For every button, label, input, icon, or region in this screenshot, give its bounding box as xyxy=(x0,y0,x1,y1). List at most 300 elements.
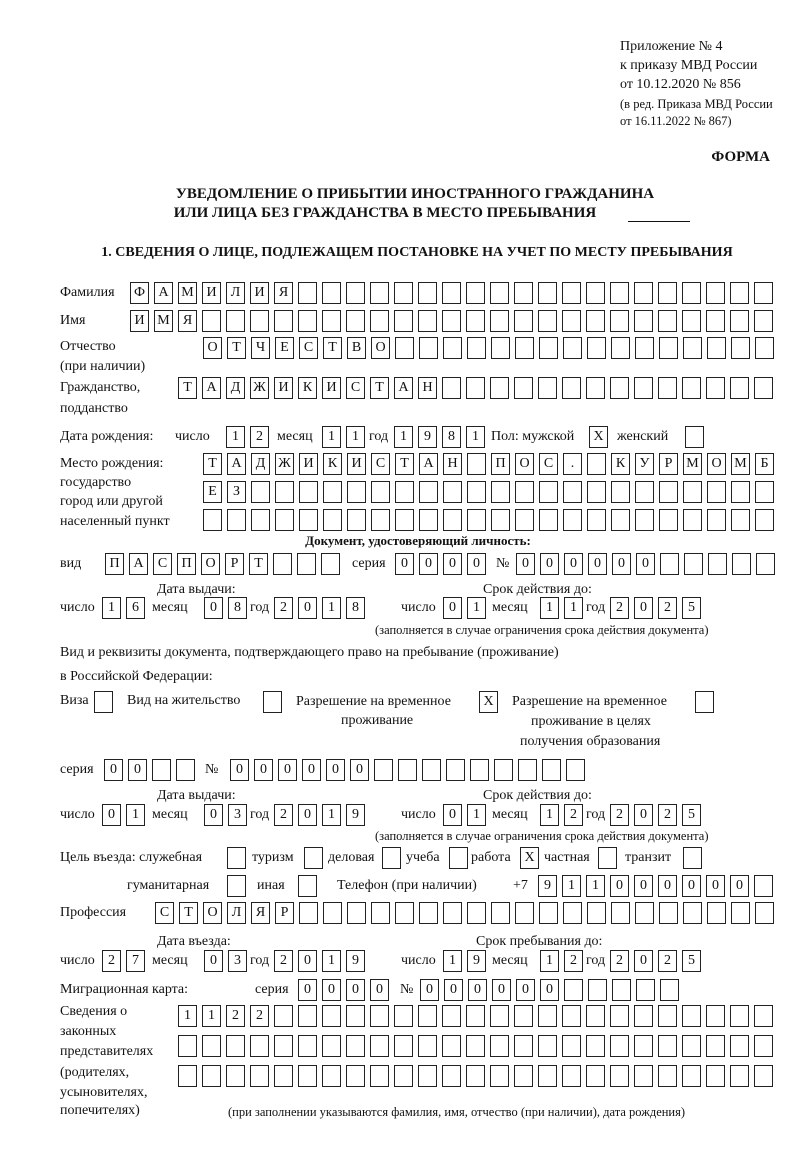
mc-number-char-box[interactable] xyxy=(564,979,583,1001)
profession-char-box[interactable] xyxy=(587,902,606,924)
id-number-char-box[interactable] xyxy=(660,553,679,575)
entry-month-char-box[interactable]: 3 xyxy=(228,950,247,972)
reps-3-char-box[interactable] xyxy=(466,1065,485,1087)
id-issue-year-char-box[interactable]: 1 xyxy=(322,597,341,619)
id-valid-year-char-box[interactable]: 5 xyxy=(682,597,701,619)
entry-year-char-box[interactable]: 1 xyxy=(322,950,341,972)
entry-day-char-box[interactable]: 7 xyxy=(126,950,145,972)
surname-char-box[interactable] xyxy=(370,282,389,304)
birth-place-1-char-box[interactable] xyxy=(587,453,606,475)
birth-place-3-char-box[interactable] xyxy=(731,509,750,531)
citizenship-char-box[interactable]: С xyxy=(346,377,365,399)
reps-1-char-box[interactable] xyxy=(274,1005,293,1027)
reps-1-char-box[interactable] xyxy=(418,1005,437,1027)
name-char-box[interactable] xyxy=(586,310,605,332)
until-day-char-box[interactable]: 1 xyxy=(443,950,462,972)
reps-1-char-box[interactable] xyxy=(370,1005,389,1027)
patronymic-char-box[interactable]: С xyxy=(299,337,318,359)
birth-place-2-char-box[interactable] xyxy=(467,481,486,503)
id-kind-char-box[interactable] xyxy=(321,553,340,575)
reps-2-char-box[interactable] xyxy=(394,1035,413,1057)
reps-3-char-box[interactable] xyxy=(658,1065,677,1087)
stay-issue-day-char-box[interactable]: 0 xyxy=(102,804,121,826)
profession-char-box[interactable]: Т xyxy=(179,902,198,924)
stay-number-char-box[interactable]: 0 xyxy=(350,759,369,781)
profession-char-box[interactable] xyxy=(707,902,726,924)
stay-issue-year-char-box[interactable]: 0 xyxy=(298,804,317,826)
reps-1-char-box[interactable] xyxy=(298,1005,317,1027)
id-issue-year-char-box[interactable]: 0 xyxy=(298,597,317,619)
surname-char-box[interactable]: Л xyxy=(226,282,245,304)
id-kind-char-box[interactable]: О xyxy=(201,553,220,575)
reps-3-char-box[interactable] xyxy=(682,1065,701,1087)
mc-number-char-box[interactable] xyxy=(660,979,679,1001)
citizenship-char-box[interactable]: А xyxy=(394,377,413,399)
mc-number-char-box[interactable]: 0 xyxy=(420,979,439,1001)
reps-3-char-box[interactable] xyxy=(298,1065,317,1087)
reps-3-char-box[interactable] xyxy=(610,1065,629,1087)
birth-place-3-char-box[interactable] xyxy=(683,509,702,531)
name-char-box[interactable] xyxy=(682,310,701,332)
birth-place-2-char-box[interactable] xyxy=(683,481,702,503)
profession-char-box[interactable]: С xyxy=(155,902,174,924)
patronymic-char-box[interactable] xyxy=(395,337,414,359)
id-kind-char-box[interactable]: Т xyxy=(249,553,268,575)
surname-char-box[interactable]: М xyxy=(178,282,197,304)
reps-2-char-box[interactable] xyxy=(298,1035,317,1057)
birth-place-3-char-box[interactable] xyxy=(659,509,678,531)
birth-place-1-char-box[interactable]: П xyxy=(491,453,510,475)
name-char-box[interactable] xyxy=(202,310,221,332)
birth-place-3-char-box[interactable] xyxy=(203,509,222,531)
reps-1-char-box[interactable] xyxy=(658,1005,677,1027)
stay-number-char-box[interactable]: 0 xyxy=(326,759,345,781)
reps-1-char-box[interactable] xyxy=(706,1005,725,1027)
id-series-char-box[interactable]: 0 xyxy=(395,553,414,575)
citizenship-char-box[interactable]: Д xyxy=(226,377,245,399)
surname-char-box[interactable] xyxy=(634,282,653,304)
birth-place-2-char-box[interactable] xyxy=(299,481,318,503)
birth-place-2-char-box[interactable] xyxy=(371,481,390,503)
surname-char-box[interactable] xyxy=(754,282,773,304)
stay-number-char-box[interactable] xyxy=(494,759,513,781)
patronymic-char-box[interactable] xyxy=(515,337,534,359)
birth-place-3-char-box[interactable] xyxy=(323,509,342,531)
citizenship-char-box[interactable] xyxy=(754,377,773,399)
stay-issue-year-char-box[interactable]: 1 xyxy=(322,804,341,826)
surname-char-box[interactable]: А xyxy=(154,282,173,304)
birth-place-1-char-box[interactable]: А xyxy=(419,453,438,475)
surname-char-box[interactable] xyxy=(514,282,533,304)
birth-place-2-char-box[interactable] xyxy=(347,481,366,503)
birth-place-1-char-box[interactable]: Р xyxy=(659,453,678,475)
until-day-char-box[interactable]: 9 xyxy=(467,950,486,972)
id-kind-char-box[interactable]: С xyxy=(153,553,172,575)
profession-char-box[interactable] xyxy=(731,902,750,924)
id-valid-year-char-box[interactable]: 0 xyxy=(634,597,653,619)
reps-3-char-box[interactable] xyxy=(634,1065,653,1087)
patronymic-char-box[interactable]: О xyxy=(371,337,390,359)
patronymic-char-box[interactable] xyxy=(491,337,510,359)
entry-year-char-box[interactable]: 9 xyxy=(346,950,365,972)
id-number-char-box[interactable] xyxy=(732,553,751,575)
reps-3-char-box[interactable] xyxy=(274,1065,293,1087)
surname-char-box[interactable] xyxy=(418,282,437,304)
birth-place-2-char-box[interactable] xyxy=(587,481,606,503)
birth-place-3-char-box[interactable] xyxy=(707,509,726,531)
reps-1-char-box[interactable] xyxy=(586,1005,605,1027)
stay-number-char-box[interactable] xyxy=(422,759,441,781)
phone-char-box[interactable]: 0 xyxy=(610,875,629,897)
profession-char-box[interactable] xyxy=(419,902,438,924)
reps-3-char-box[interactable] xyxy=(490,1065,509,1087)
stay-valid-day-char-box[interactable]: 0 xyxy=(443,804,462,826)
id-number-char-box[interactable] xyxy=(756,553,775,575)
profession-char-box[interactable] xyxy=(755,902,774,924)
surname-char-box[interactable] xyxy=(490,282,509,304)
id-valid-year-char-box[interactable]: 2 xyxy=(610,597,629,619)
birth-place-2-char-box[interactable]: Е xyxy=(203,481,222,503)
birth-place-2-char-box[interactable] xyxy=(563,481,582,503)
reps-1-char-box[interactable] xyxy=(682,1005,701,1027)
reps-1-char-box[interactable]: 2 xyxy=(250,1005,269,1027)
name-char-box[interactable] xyxy=(634,310,653,332)
profession-char-box[interactable]: Р xyxy=(275,902,294,924)
phone-char-box[interactable]: 0 xyxy=(634,875,653,897)
checkbox-private[interactable] xyxy=(598,847,617,869)
patronymic-char-box[interactable] xyxy=(539,337,558,359)
birth-place-1-char-box[interactable]: М xyxy=(683,453,702,475)
phone-char-box[interactable]: 0 xyxy=(658,875,677,897)
citizenship-char-box[interactable]: И xyxy=(322,377,341,399)
name-char-box[interactable] xyxy=(346,310,365,332)
patronymic-char-box[interactable] xyxy=(683,337,702,359)
until-year-char-box[interactable]: 5 xyxy=(682,950,701,972)
birth-month-char-box[interactable]: 1 xyxy=(322,426,341,448)
birth-year-char-box[interactable]: 8 xyxy=(442,426,461,448)
name-char-box[interactable] xyxy=(394,310,413,332)
until-year-char-box[interactable]: 2 xyxy=(658,950,677,972)
profession-char-box[interactable] xyxy=(659,902,678,924)
profession-char-box[interactable] xyxy=(611,902,630,924)
birth-place-3-char-box[interactable] xyxy=(395,509,414,531)
surname-char-box[interactable]: Ф xyxy=(130,282,149,304)
birth-place-1-char-box[interactable]: Н xyxy=(443,453,462,475)
stay-number-char-box[interactable]: 0 xyxy=(278,759,297,781)
reps-2-char-box[interactable] xyxy=(466,1035,485,1057)
id-series-char-box[interactable]: 0 xyxy=(467,553,486,575)
id-number-char-box[interactable] xyxy=(684,553,703,575)
reps-1-char-box[interactable]: 2 xyxy=(226,1005,245,1027)
reps-3-char-box[interactable] xyxy=(562,1065,581,1087)
reps-2-char-box[interactable] xyxy=(202,1035,221,1057)
mc-number-char-box[interactable]: 0 xyxy=(516,979,535,1001)
birth-place-3-char-box[interactable] xyxy=(587,509,606,531)
birth-place-3-char-box[interactable] xyxy=(563,509,582,531)
checkbox-humanitarian[interactable] xyxy=(227,875,246,897)
birth-place-1-char-box[interactable]: И xyxy=(347,453,366,475)
birth-place-1-char-box[interactable]: У xyxy=(635,453,654,475)
reps-2-char-box[interactable] xyxy=(442,1035,461,1057)
birth-place-2-char-box[interactable] xyxy=(611,481,630,503)
name-char-box[interactable] xyxy=(514,310,533,332)
reps-2-char-box[interactable] xyxy=(418,1035,437,1057)
birth-place-2-char-box[interactable] xyxy=(419,481,438,503)
name-char-box[interactable] xyxy=(298,310,317,332)
birth-place-3-char-box[interactable] xyxy=(227,509,246,531)
birth-place-3-char-box[interactable] xyxy=(419,509,438,531)
id-kind-char-box[interactable] xyxy=(273,553,292,575)
id-valid-month-char-box[interactable]: 1 xyxy=(564,597,583,619)
phone-char-box[interactable]: 9 xyxy=(538,875,557,897)
stay-valid-year-char-box[interactable]: 2 xyxy=(658,804,677,826)
checkbox-tourism[interactable] xyxy=(304,847,323,869)
id-number-char-box[interactable] xyxy=(708,553,727,575)
surname-char-box[interactable] xyxy=(322,282,341,304)
mc-number-char-box[interactable] xyxy=(612,979,631,1001)
patronymic-char-box[interactable]: Т xyxy=(227,337,246,359)
patronymic-char-box[interactable] xyxy=(659,337,678,359)
reps-3-char-box[interactable] xyxy=(322,1065,341,1087)
reps-1-char-box[interactable] xyxy=(346,1005,365,1027)
reps-1-char-box[interactable] xyxy=(730,1005,749,1027)
patronymic-char-box[interactable] xyxy=(611,337,630,359)
id-valid-month-char-box[interactable]: 1 xyxy=(540,597,559,619)
surname-char-box[interactable] xyxy=(394,282,413,304)
birth-place-2-char-box[interactable] xyxy=(323,481,342,503)
birth-place-3-char-box[interactable] xyxy=(275,509,294,531)
reps-3-char-box[interactable] xyxy=(418,1065,437,1087)
mc-series-char-box[interactable]: 0 xyxy=(322,979,341,1001)
birth-place-2-char-box[interactable] xyxy=(707,481,726,503)
patronymic-char-box[interactable] xyxy=(707,337,726,359)
citizenship-char-box[interactable] xyxy=(490,377,509,399)
stay-number-char-box[interactable]: 0 xyxy=(254,759,273,781)
name-char-box[interactable] xyxy=(538,310,557,332)
reps-3-char-box[interactable] xyxy=(346,1065,365,1087)
surname-char-box[interactable] xyxy=(586,282,605,304)
citizenship-char-box[interactable]: Т xyxy=(370,377,389,399)
profession-char-box[interactable] xyxy=(635,902,654,924)
citizenship-char-box[interactable]: К xyxy=(298,377,317,399)
profession-char-box[interactable] xyxy=(467,902,486,924)
entry-day-char-box[interactable]: 2 xyxy=(102,950,121,972)
checkbox-business[interactable] xyxy=(382,847,401,869)
stay-number-char-box[interactable] xyxy=(566,759,585,781)
surname-char-box[interactable]: Я xyxy=(274,282,293,304)
birth-place-1-char-box[interactable]: Т xyxy=(203,453,222,475)
name-char-box[interactable] xyxy=(754,310,773,332)
name-char-box[interactable] xyxy=(250,310,269,332)
birth-place-2-char-box[interactable] xyxy=(539,481,558,503)
phone-char-box[interactable]: 0 xyxy=(682,875,701,897)
stay-number-char-box[interactable] xyxy=(446,759,465,781)
checkbox-residence[interactable] xyxy=(263,691,282,713)
id-issue-year-char-box[interactable]: 2 xyxy=(274,597,293,619)
surname-char-box[interactable] xyxy=(538,282,557,304)
phone-char-box[interactable]: 0 xyxy=(730,875,749,897)
id-kind-char-box[interactable]: П xyxy=(177,553,196,575)
checkbox-visa[interactable] xyxy=(94,691,113,713)
reps-1-char-box[interactable] xyxy=(538,1005,557,1027)
birth-month-char-box[interactable]: 1 xyxy=(346,426,365,448)
birth-place-2-char-box[interactable] xyxy=(443,481,462,503)
reps-3-char-box[interactable] xyxy=(538,1065,557,1087)
birth-place-3-char-box[interactable] xyxy=(539,509,558,531)
name-char-box[interactable]: М xyxy=(154,310,173,332)
reps-2-char-box[interactable] xyxy=(226,1035,245,1057)
mc-number-char-box[interactable]: 0 xyxy=(540,979,559,1001)
id-kind-char-box[interactable] xyxy=(297,553,316,575)
name-char-box[interactable] xyxy=(490,310,509,332)
birth-day-char-box[interactable]: 1 xyxy=(226,426,245,448)
reps-2-char-box[interactable] xyxy=(514,1035,533,1057)
surname-char-box[interactable] xyxy=(346,282,365,304)
reps-1-char-box[interactable]: 1 xyxy=(178,1005,197,1027)
name-char-box[interactable] xyxy=(466,310,485,332)
until-year-char-box[interactable]: 0 xyxy=(634,950,653,972)
name-char-box[interactable] xyxy=(274,310,293,332)
citizenship-char-box[interactable]: Т xyxy=(178,377,197,399)
checkbox-transit[interactable] xyxy=(683,847,702,869)
id-valid-year-char-box[interactable]: 2 xyxy=(658,597,677,619)
id-issue-month-char-box[interactable]: 0 xyxy=(204,597,223,619)
patronymic-char-box[interactable] xyxy=(443,337,462,359)
reps-2-char-box[interactable] xyxy=(658,1035,677,1057)
stay-number-char-box[interactable] xyxy=(542,759,561,781)
checkbox-study[interactable] xyxy=(449,847,468,869)
until-year-char-box[interactable]: 2 xyxy=(610,950,629,972)
reps-3-char-box[interactable] xyxy=(706,1065,725,1087)
profession-char-box[interactable] xyxy=(563,902,582,924)
birth-place-2-char-box[interactable] xyxy=(659,481,678,503)
stay-number-char-box[interactable] xyxy=(470,759,489,781)
birth-place-1-char-box[interactable]: К xyxy=(323,453,342,475)
name-char-box[interactable] xyxy=(730,310,749,332)
profession-char-box[interactable] xyxy=(491,902,510,924)
stay-valid-day-char-box[interactable]: 1 xyxy=(467,804,486,826)
patronymic-char-box[interactable] xyxy=(587,337,606,359)
surname-char-box[interactable]: И xyxy=(202,282,221,304)
id-number-char-box[interactable]: 0 xyxy=(516,553,535,575)
patronymic-char-box[interactable] xyxy=(731,337,750,359)
reps-2-char-box[interactable] xyxy=(274,1035,293,1057)
reps-1-char-box[interactable] xyxy=(490,1005,509,1027)
patronymic-char-box[interactable] xyxy=(755,337,774,359)
stay-issue-year-char-box[interactable]: 2 xyxy=(274,804,293,826)
checkbox-male[interactable]: X xyxy=(589,426,608,448)
reps-1-char-box[interactable] xyxy=(634,1005,653,1027)
birth-place-2-char-box[interactable] xyxy=(731,481,750,503)
phone-char-box[interactable] xyxy=(754,875,773,897)
id-series-char-box[interactable]: 0 xyxy=(443,553,462,575)
stay-valid-year-char-box[interactable]: 2 xyxy=(610,804,629,826)
birth-place-1-char-box[interactable]: Д xyxy=(251,453,270,475)
reps-1-char-box[interactable] xyxy=(610,1005,629,1027)
birth-place-1-char-box[interactable]: Т xyxy=(395,453,414,475)
surname-char-box[interactable] xyxy=(298,282,317,304)
patronymic-char-box[interactable] xyxy=(563,337,582,359)
patronymic-char-box[interactable]: О xyxy=(203,337,222,359)
birth-place-3-char-box[interactable] xyxy=(515,509,534,531)
id-valid-day-char-box[interactable]: 1 xyxy=(467,597,486,619)
stay-issue-month-char-box[interactable]: 3 xyxy=(228,804,247,826)
patronymic-char-box[interactable]: В xyxy=(347,337,366,359)
profession-char-box[interactable] xyxy=(395,902,414,924)
mc-number-char-box[interactable] xyxy=(588,979,607,1001)
birth-day-char-box[interactable]: 2 xyxy=(250,426,269,448)
profession-char-box[interactable] xyxy=(539,902,558,924)
birth-place-1-char-box[interactable]: Ж xyxy=(275,453,294,475)
reps-1-char-box[interactable] xyxy=(466,1005,485,1027)
reps-2-char-box[interactable] xyxy=(370,1035,389,1057)
profession-char-box[interactable] xyxy=(347,902,366,924)
reps-3-char-box[interactable] xyxy=(178,1065,197,1087)
reps-2-char-box[interactable] xyxy=(346,1035,365,1057)
stay-number-char-box[interactable]: 0 xyxy=(230,759,249,781)
reps-1-char-box[interactable] xyxy=(562,1005,581,1027)
birth-place-1-char-box[interactable]: О xyxy=(707,453,726,475)
mc-series-char-box[interactable]: 0 xyxy=(370,979,389,1001)
citizenship-char-box[interactable]: А xyxy=(202,377,221,399)
reps-2-char-box[interactable] xyxy=(178,1035,197,1057)
birth-place-2-char-box[interactable] xyxy=(755,481,774,503)
citizenship-char-box[interactable] xyxy=(586,377,605,399)
reps-2-char-box[interactable] xyxy=(586,1035,605,1057)
mc-series-char-box[interactable]: 0 xyxy=(346,979,365,1001)
citizenship-char-box[interactable]: И xyxy=(274,377,293,399)
name-char-box[interactable]: И xyxy=(130,310,149,332)
citizenship-char-box[interactable] xyxy=(682,377,701,399)
stay-series-char-box[interactable] xyxy=(152,759,171,781)
birth-place-1-char-box[interactable] xyxy=(467,453,486,475)
stay-series-char-box[interactable]: 0 xyxy=(128,759,147,781)
phone-char-box[interactable]: 1 xyxy=(586,875,605,897)
citizenship-char-box[interactable]: Ж xyxy=(250,377,269,399)
birth-place-1-char-box[interactable]: К xyxy=(611,453,630,475)
stay-valid-year-char-box[interactable]: 5 xyxy=(682,804,701,826)
entry-year-char-box[interactable]: 0 xyxy=(298,950,317,972)
surname-char-box[interactable] xyxy=(658,282,677,304)
birth-place-3-char-box[interactable] xyxy=(491,509,510,531)
birth-place-1-char-box[interactable]: С xyxy=(539,453,558,475)
name-char-box[interactable]: Я xyxy=(178,310,197,332)
reps-3-char-box[interactable] xyxy=(394,1065,413,1087)
birth-year-char-box[interactable]: 9 xyxy=(418,426,437,448)
birth-place-2-char-box[interactable] xyxy=(491,481,510,503)
profession-char-box[interactable]: Я xyxy=(251,902,270,924)
reps-2-char-box[interactable] xyxy=(610,1035,629,1057)
patronymic-char-box[interactable]: Т xyxy=(323,337,342,359)
citizenship-char-box[interactable] xyxy=(610,377,629,399)
profession-char-box[interactable]: Л xyxy=(227,902,246,924)
surname-char-box[interactable] xyxy=(706,282,725,304)
name-char-box[interactable] xyxy=(226,310,245,332)
reps-1-char-box[interactable] xyxy=(394,1005,413,1027)
reps-3-char-box[interactable] xyxy=(730,1065,749,1087)
reps-3-char-box[interactable] xyxy=(250,1065,269,1087)
mc-number-char-box[interactable]: 0 xyxy=(444,979,463,1001)
mc-number-char-box[interactable]: 0 xyxy=(468,979,487,1001)
stay-valid-month-char-box[interactable]: 1 xyxy=(540,804,559,826)
name-char-box[interactable] xyxy=(610,310,629,332)
id-number-char-box[interactable]: 0 xyxy=(588,553,607,575)
name-char-box[interactable] xyxy=(562,310,581,332)
birth-place-1-char-box[interactable]: А xyxy=(227,453,246,475)
reps-3-char-box[interactable] xyxy=(370,1065,389,1087)
profession-char-box[interactable] xyxy=(371,902,390,924)
id-number-char-box[interactable]: 0 xyxy=(612,553,631,575)
